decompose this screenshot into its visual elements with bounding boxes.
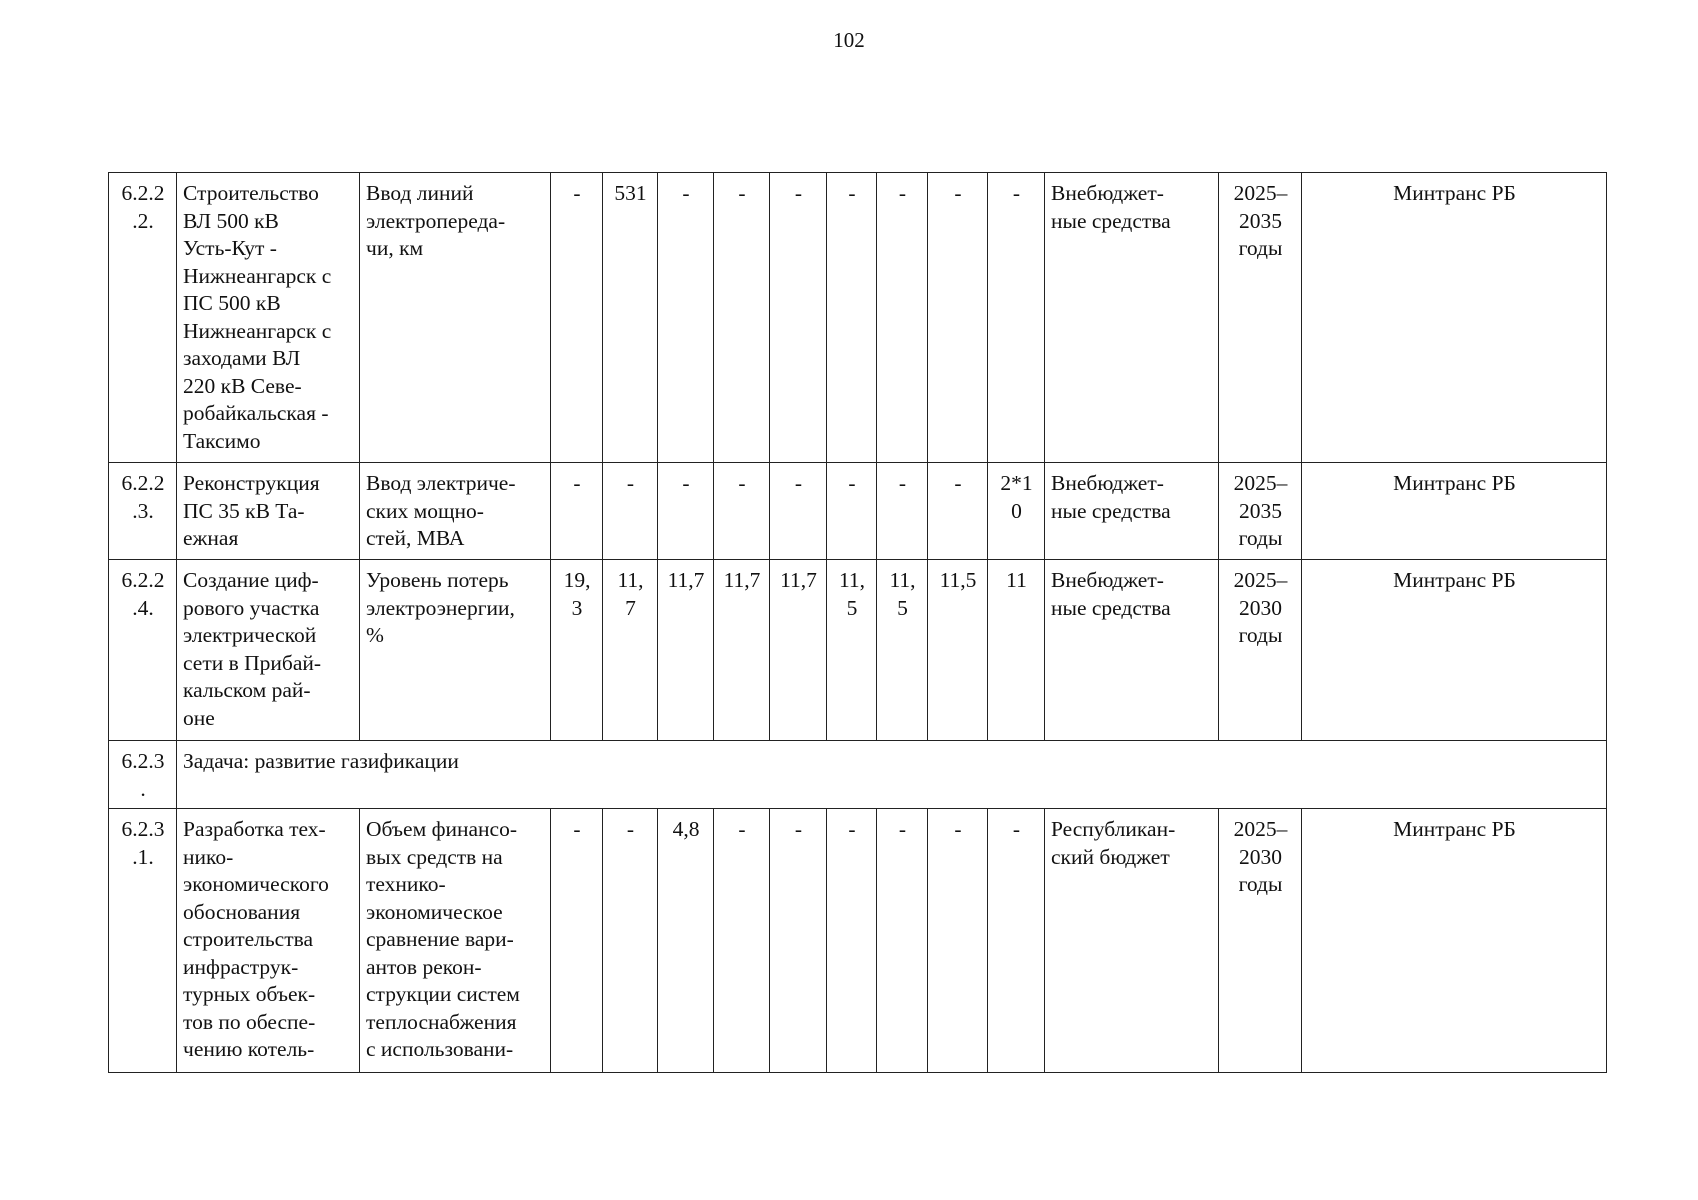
year-value-cell-line: 5 (846, 595, 858, 620)
funding-source-cell (1045, 173, 1219, 463)
period-cell-line: 2035 (1239, 208, 1282, 233)
indicator-cell (360, 809, 551, 1073)
measure-name-cell (177, 463, 360, 560)
measure-name-cell (177, 560, 360, 741)
year-value-cell (770, 463, 827, 560)
funding-source-cell (1045, 809, 1219, 1073)
indicator-cell-line: антов рекон- (366, 954, 482, 979)
year-value-cell (603, 173, 658, 463)
year-value-cell (658, 560, 714, 741)
indicator-cell-line: % (366, 623, 384, 647)
executor-cell: Минтранс РБ (1302, 560, 1607, 741)
year-value-cell-line: 11 (1006, 568, 1027, 592)
measure-name-cell-line: обоснования (183, 899, 301, 924)
year-value-cell (877, 173, 928, 463)
year-value-cell-line: 19, (563, 568, 591, 592)
period-cell-line: 2025– (1233, 181, 1288, 205)
measure-name-cell (177, 809, 360, 1073)
period-cell-line: 2030 (1239, 595, 1282, 620)
measure-name-cell-line: 220 кВ Севе- (183, 373, 302, 398)
period-cell-line: годы (1238, 623, 1283, 647)
year-value-cell (551, 809, 603, 1073)
measure-name-cell-line: Создание циф- (183, 568, 319, 592)
indicator-cell-line: технико- (366, 872, 446, 896)
year-value-cell (988, 173, 1045, 463)
measure-name-cell-line: заходами ВЛ (183, 346, 301, 370)
year-value-cell-line: - (848, 817, 856, 841)
year-value-cell (714, 173, 770, 463)
measure-name-cell-line: Усть-Кут - (183, 236, 277, 260)
year-value-cell-line: - (1012, 817, 1021, 841)
year-value-cell-line: - (954, 471, 962, 495)
task-row (109, 741, 1607, 809)
period-cell (1219, 560, 1302, 741)
item-number-cell-line: .4. (132, 595, 154, 620)
year-value-cell-line: - (738, 817, 746, 841)
year-value-cell-line: 11, (838, 568, 866, 592)
year-value-cell (928, 809, 988, 1073)
indicator-cell-line: Ввод электриче- (366, 471, 516, 495)
year-value-cell (770, 560, 827, 741)
year-value-cell (658, 173, 714, 463)
year-value-cell-line: 0 (1011, 498, 1022, 523)
period-cell-line: годы (1238, 526, 1283, 550)
year-value-cell-line: - (573, 471, 581, 495)
year-value-cell-line: - (848, 471, 856, 495)
item-number-cell-line: 6.2.2 (121, 181, 165, 205)
program-measures-table (108, 172, 1607, 1073)
item-number-cell-line: .1. (132, 844, 154, 869)
year-value-cell (827, 173, 877, 463)
year-value-cell (603, 560, 658, 741)
measure-name-cell-line: ВЛ 500 кВ (183, 208, 279, 233)
year-value-cell-line: 4,8 (672, 817, 700, 841)
year-value-cell (827, 463, 877, 560)
year-value-cell-line: - (794, 817, 803, 841)
funding-source-cell (1045, 463, 1219, 560)
indicator-cell-line: стей, МВА (366, 526, 465, 550)
year-value-cell-line: 531 (614, 181, 647, 205)
year-value-cell-line: - (794, 181, 803, 205)
year-value-cell (928, 560, 988, 741)
measure-name-cell-line: Реконструкция (183, 471, 320, 495)
year-value-cell-line: - (898, 181, 907, 205)
year-value-cell (714, 809, 770, 1073)
year-value-cell-line: - (738, 181, 746, 205)
year-value-cell-line: - (954, 181, 962, 205)
item-number-cell-line: . (140, 776, 146, 801)
year-value-cell-line: 11, (617, 568, 644, 592)
measure-name-cell-line: оне (183, 705, 215, 730)
year-value-cell-line: - (1012, 181, 1021, 205)
measure-name-cell-line: Нижнеангарск с (183, 263, 332, 288)
item-number-cell (109, 463, 177, 560)
indicator-cell-line: электроэнергии, (366, 595, 515, 620)
year-value-cell (603, 809, 658, 1073)
indicator-cell (360, 173, 551, 463)
year-value-cell-line: - (682, 471, 690, 495)
indicator-cell-line: электропереда- (366, 208, 506, 233)
funding-source-cell-line: ные средства (1051, 595, 1171, 620)
funding-source-cell-line: Внебюджет- (1051, 568, 1164, 592)
year-value-cell-line: - (898, 817, 907, 841)
executor-cell: Минтранс РБ (1302, 173, 1607, 463)
funding-source-cell-line: Внебюджет- (1051, 471, 1164, 495)
period-cell-line: годы (1238, 872, 1283, 896)
measure-name-cell-line: сети в Прибай- (183, 650, 322, 675)
period-cell-line: 2035 (1239, 498, 1282, 523)
funding-source-cell (1045, 560, 1219, 741)
year-value-cell (770, 173, 827, 463)
funding-source-cell-line: ные средства (1051, 498, 1171, 523)
indicator-cell-line: экономическое (366, 899, 503, 924)
indicator-cell-line: сравнение вари- (366, 927, 514, 951)
measure-name-cell-line: Строительство (183, 181, 319, 205)
indicator-cell-line: Ввод линий (366, 181, 474, 205)
measure-name-cell-line: Таксимо (183, 428, 261, 453)
indicator-cell-line: чи, км (366, 236, 424, 260)
year-value-cell-line: 7 (625, 595, 636, 620)
measure-name-cell-line: кальском рай- (183, 678, 311, 702)
task-title-cell: Задача: развитие газификации (177, 741, 1607, 809)
year-value-cell (770, 809, 827, 1073)
year-value-cell (603, 463, 658, 560)
indicator-cell-line: с использовани- (366, 1037, 514, 1061)
year-value-cell-line: 2*1 (1000, 471, 1033, 495)
year-value-cell (658, 463, 714, 560)
year-value-cell-line: - (682, 181, 690, 205)
year-value-cell-line: 3 (571, 595, 583, 620)
year-value-cell-line: - (626, 471, 635, 495)
measure-name-cell-line: чению котель- (183, 1037, 315, 1061)
item-number-cell-line: .2. (132, 208, 154, 233)
measure-row (109, 173, 1607, 463)
measure-name-cell-line: ПС 35 кВ Та- (183, 498, 305, 523)
year-value-cell-line: 11,7 (723, 568, 761, 592)
year-value-cell-line: 11,5 (939, 568, 977, 592)
year-value-cell (827, 809, 877, 1073)
year-value-cell-line: - (898, 471, 907, 495)
measure-name-cell-line: инфраструк- (183, 954, 299, 979)
year-value-cell (877, 560, 928, 741)
funding-source-cell-line: Республикан- (1051, 817, 1176, 841)
measure-row (109, 463, 1607, 560)
measure-row (109, 560, 1607, 741)
year-value-cell (988, 560, 1045, 741)
indicator-cell-line: струкции систем (366, 982, 520, 1006)
indicator-cell-line: теплоснабжения (366, 1009, 517, 1034)
period-cell-line: годы (1238, 236, 1283, 260)
year-value-cell (658, 809, 714, 1073)
measure-name-cell-line: ПС 500 кВ (183, 291, 281, 315)
item-number-cell-line: 6.2.2 (121, 471, 165, 495)
measure-name-cell-line: турных объек- (183, 982, 316, 1006)
year-value-cell (928, 173, 988, 463)
indicator-cell-line: Объем финансо- (366, 817, 518, 841)
year-value-cell-line: 5 (897, 595, 908, 620)
year-value-cell-line: - (794, 471, 803, 495)
measure-name-cell (177, 173, 360, 463)
item-number-cell-line: 6.2.3 (121, 749, 165, 773)
year-value-cell-line: - (573, 817, 581, 841)
year-value-cell-line: - (573, 181, 581, 205)
period-cell (1219, 173, 1302, 463)
measure-name-cell-line: Нижнеангарск с (183, 318, 332, 343)
year-value-cell (827, 560, 877, 741)
period-cell (1219, 463, 1302, 560)
funding-source-cell-line: Внебюджет- (1051, 181, 1164, 205)
item-number-cell-line: 6.2.3 (121, 817, 165, 841)
measure-name-cell-line: ежная (183, 526, 239, 550)
year-value-cell-line: - (848, 181, 856, 205)
indicator-cell-line: вых средств на (366, 844, 503, 869)
year-value-cell-line: - (738, 471, 746, 495)
measure-name-cell-line: строительства (183, 927, 314, 951)
item-number-cell (109, 741, 177, 809)
period-cell (1219, 809, 1302, 1073)
period-cell-line: 2025– (1233, 471, 1288, 495)
item-number-cell (109, 173, 177, 463)
item-number-cell (109, 809, 177, 1073)
year-value-cell (551, 173, 603, 463)
year-value-cell (877, 463, 928, 560)
year-value-cell-line: 11, (889, 568, 916, 592)
year-value-cell (551, 463, 603, 560)
year-value-cell (714, 463, 770, 560)
item-number-cell-line: .3. (132, 498, 154, 523)
year-value-cell (551, 560, 603, 741)
measure-name-cell-line: тов по обеспе- (183, 1009, 316, 1034)
indicator-cell (360, 560, 551, 741)
indicator-cell (360, 463, 551, 560)
year-value-cell-line: 11,7 (780, 568, 817, 592)
year-value-cell (928, 463, 988, 560)
year-value-cell-line: 11,7 (667, 568, 705, 592)
year-value-cell (714, 560, 770, 741)
year-value-cell-line: - (626, 817, 635, 841)
item-number-cell-line: 6.2.2 (121, 568, 165, 592)
period-cell-line: 2025– (1233, 817, 1288, 841)
measure-name-cell-line: нико- (183, 844, 234, 869)
funding-source-cell-line: ные средства (1051, 208, 1171, 233)
funding-source-cell-line: ский бюджет (1051, 844, 1170, 869)
page-number: 102 (833, 28, 865, 52)
measure-name-cell-line: рового участка (183, 595, 320, 620)
period-cell-line: 2030 (1239, 844, 1282, 869)
measure-name-cell-line: электрической (183, 623, 317, 647)
measure-name-cell-line: робайкальская - (183, 401, 329, 425)
period-cell-line: 2025– (1233, 568, 1288, 592)
item-number-cell (109, 560, 177, 741)
executor-cell: Минтранс РБ (1302, 463, 1607, 560)
measure-name-cell-line: экономического (183, 872, 329, 896)
year-value-cell (988, 809, 1045, 1073)
indicator-cell-line: Уровень потерь (366, 568, 509, 592)
year-value-cell (877, 809, 928, 1073)
year-value-cell-line: - (954, 817, 962, 841)
measure-row (109, 809, 1607, 1073)
executor-cell: Минтранс РБ (1302, 809, 1607, 1073)
measure-name-cell-line: Разработка тех- (183, 817, 326, 841)
indicator-cell-line: ских мощно- (366, 498, 484, 523)
year-value-cell (988, 463, 1045, 560)
